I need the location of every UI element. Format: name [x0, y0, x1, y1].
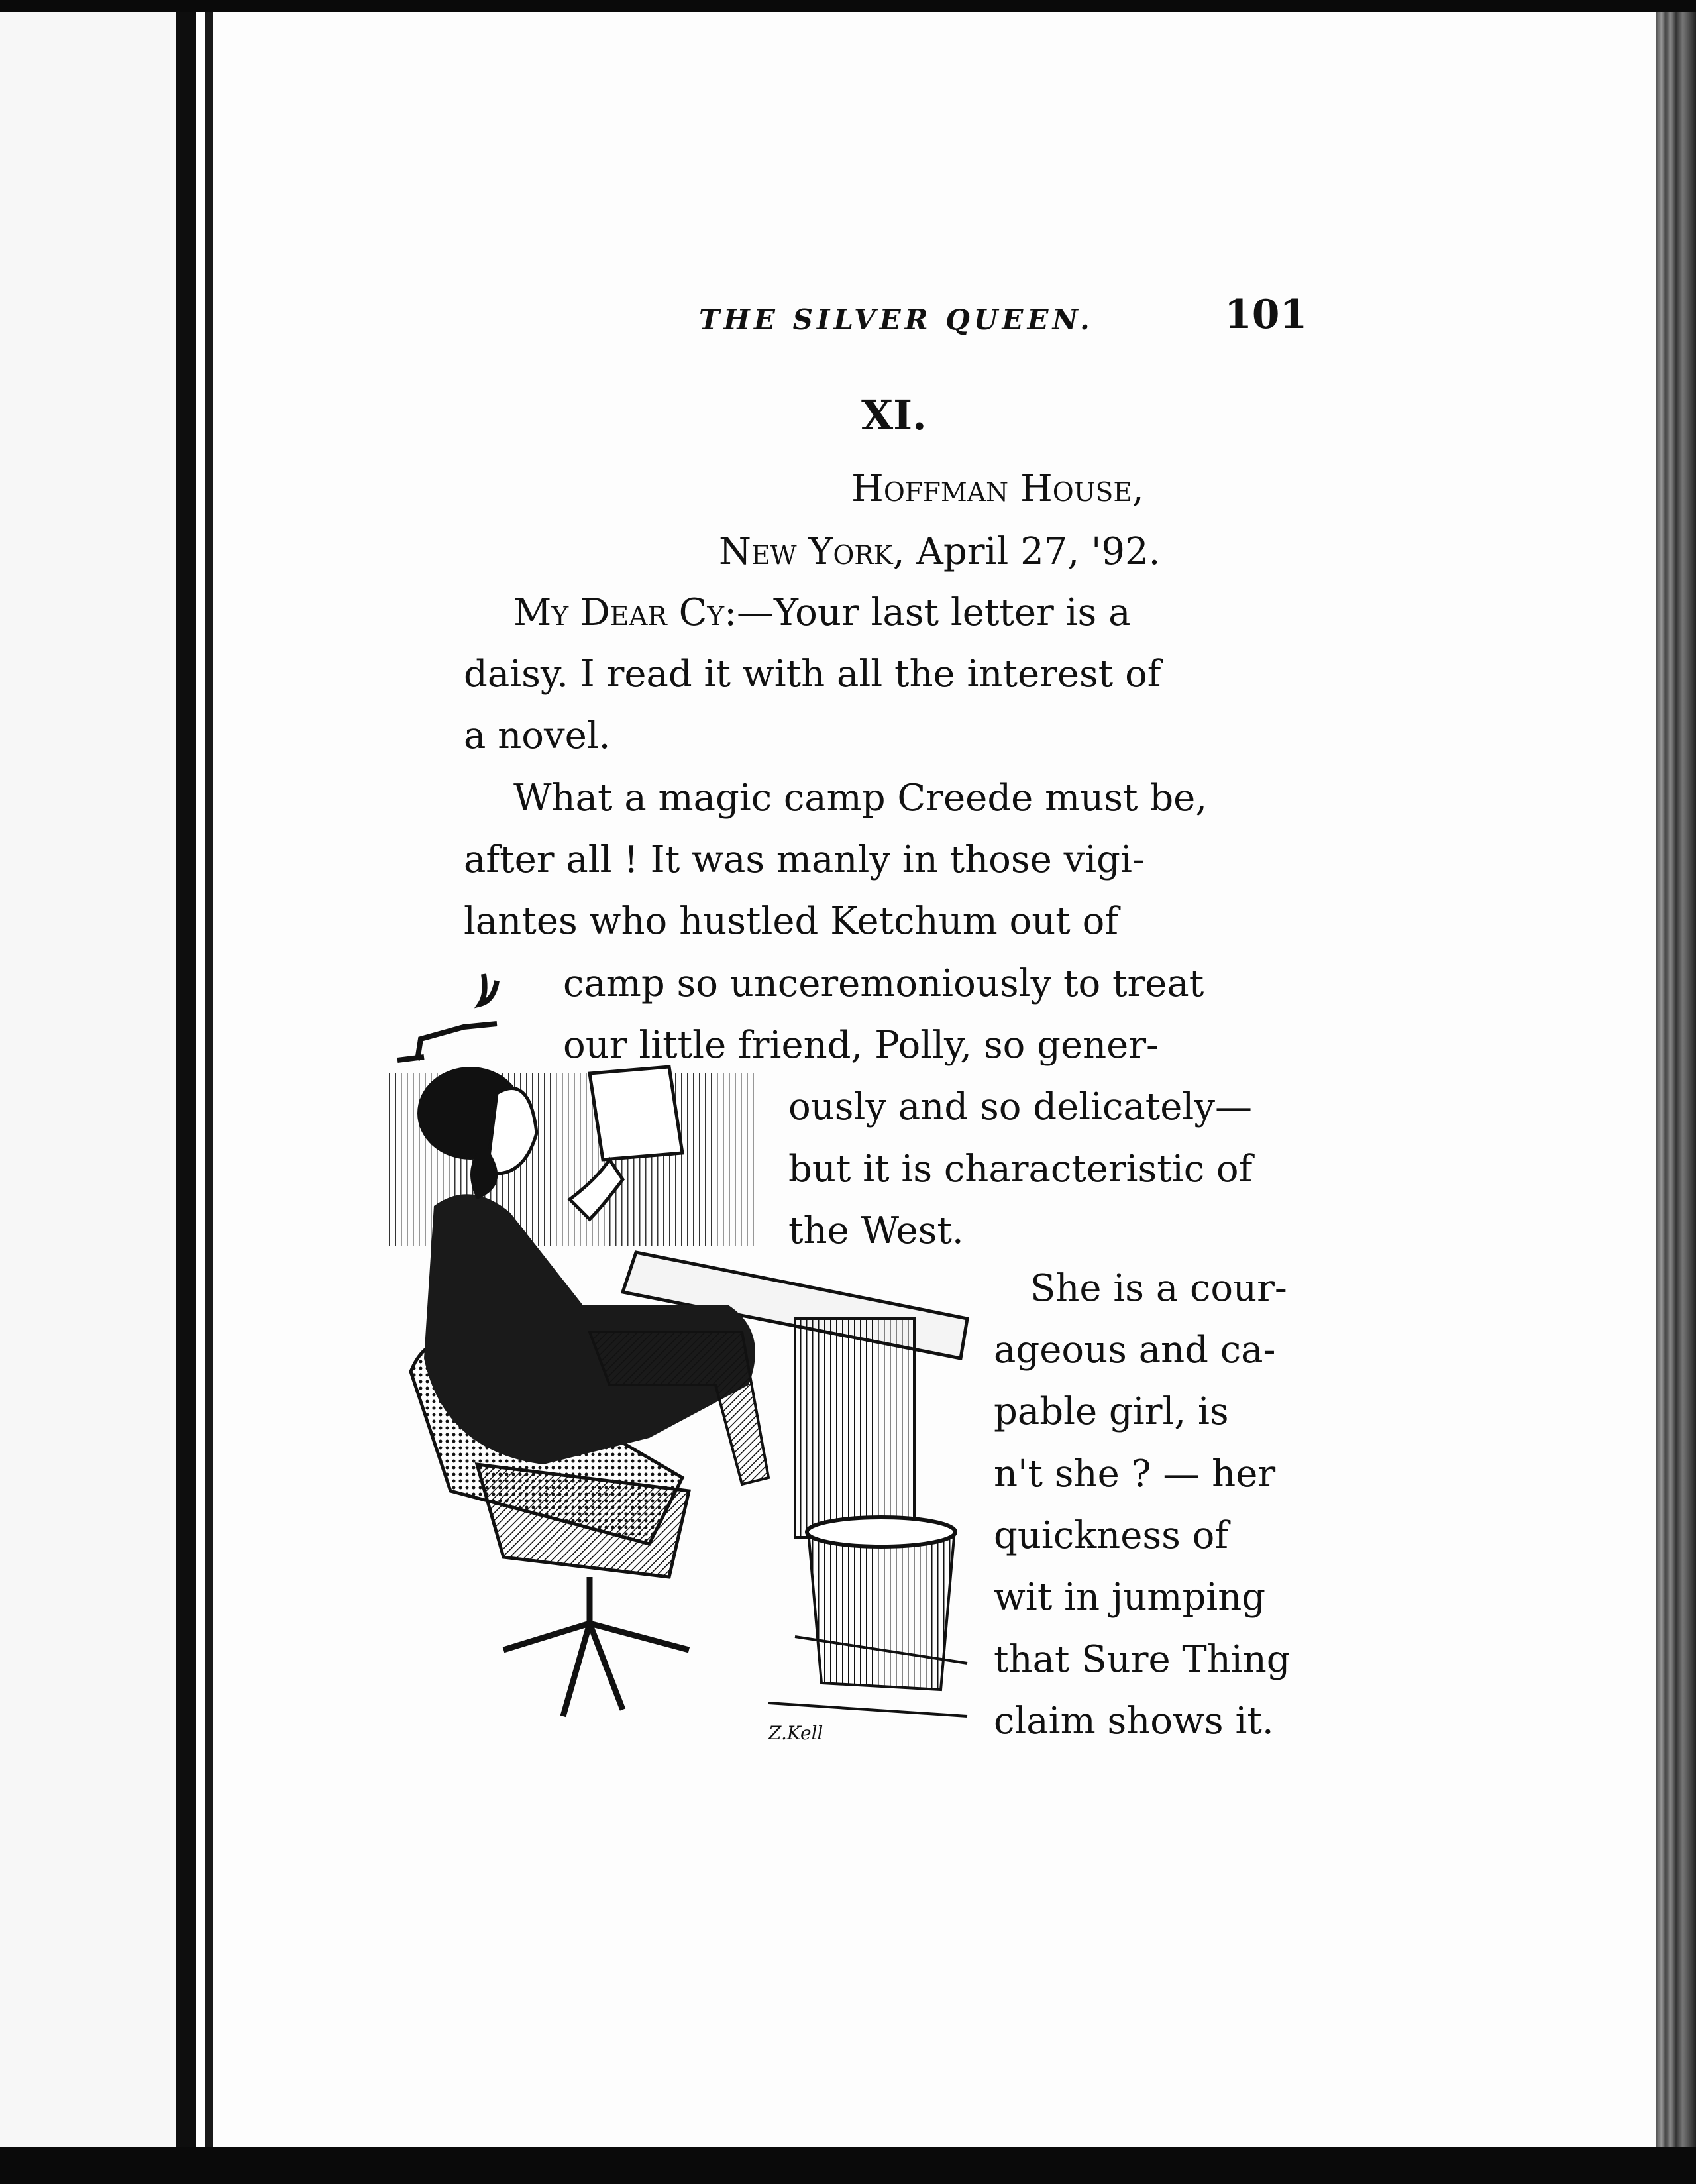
body-line: pable girl, is	[994, 1390, 1229, 1433]
salutation: My Dear Cy	[513, 591, 725, 634]
body-line: n't she ? — her	[994, 1452, 1276, 1496]
body-line: ously and so delicately—	[788, 1085, 1252, 1128]
dateline-date: April 27, '92.	[916, 530, 1161, 573]
body-line: our little friend, Polly, so gener-	[563, 1024, 1159, 1067]
wastebasket	[807, 1517, 955, 1690]
illustration-man-reading-letter	[371, 961, 1007, 1756]
body-line: quickness of	[994, 1514, 1229, 1557]
body-line: What a magic camp Creede must be,	[513, 777, 1208, 820]
dateline-line-1: Hoffman House,	[851, 467, 1144, 510]
body-line: after all ! It was manly in those vigi-	[464, 838, 1145, 881]
scan-border-bottom	[0, 2147, 1696, 2184]
body-line: the West.	[788, 1209, 964, 1252]
body-line: She is a cour-	[1030, 1267, 1287, 1310]
dateline-line-2	[719, 530, 1160, 573]
body-line: camp so unceremoniously to treat	[563, 962, 1204, 1005]
chapter-heading: XI.	[861, 391, 927, 439]
letter-paper	[590, 1067, 682, 1160]
left-page-leaf	[0, 12, 176, 2147]
dateline-place: New York,	[719, 530, 905, 573]
gas-lamp-bracket	[398, 974, 497, 1060]
body-line: lantes who hustled Ketchum out of	[464, 900, 1119, 943]
body-line: wit in jumping	[994, 1576, 1266, 1619]
paragraph-1-line-1	[513, 591, 1305, 634]
body-line: daisy. I read it with all the interest of	[464, 653, 1161, 696]
artist-signature: Z.Kell	[768, 1722, 823, 1744]
body-line: that Sure Thing	[994, 1638, 1291, 1681]
desk-drawers	[795, 1319, 914, 1537]
book-gutter	[176, 12, 196, 2147]
page-edges	[1656, 12, 1696, 2147]
body-line: :—Your last letter is a	[724, 591, 1131, 634]
scan-border-top	[0, 0, 1696, 12]
page-number: 101	[1224, 292, 1308, 338]
body-line: but it is characteristic of	[788, 1148, 1253, 1191]
gutter-shadow	[205, 12, 213, 2147]
body-line: ageous and ca-	[994, 1329, 1276, 1372]
body-line: a novel.	[464, 714, 611, 757]
body-line: claim shows it.	[994, 1700, 1274, 1743]
running-title: THE SILVER QUEEN.	[699, 303, 1094, 336]
